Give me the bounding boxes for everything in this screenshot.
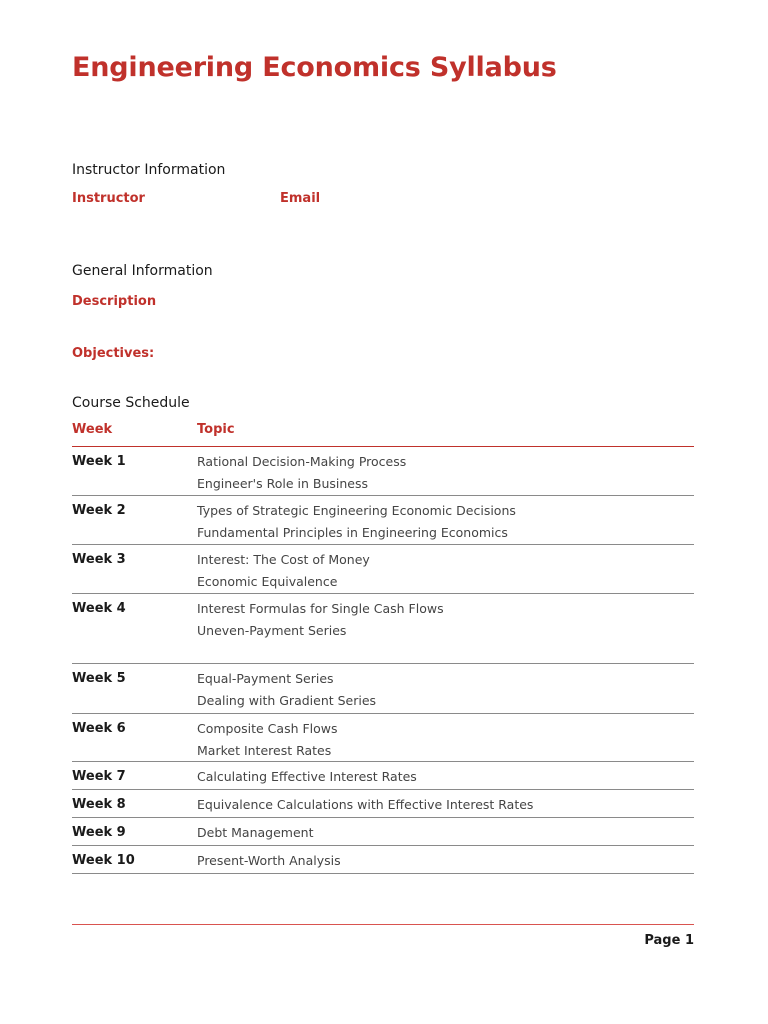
week-column-header: Week [72,422,113,437]
topic-item: Uneven-Payment Series [197,623,347,638]
table-row [72,594,694,664]
topic-cell [197,668,694,713]
week-cell: Week 3 [72,552,126,567]
week-cell: Week 4 [72,601,126,616]
topic-cell [197,549,694,593]
topic-item: Fundamental Principles in Engineering Economics [197,525,508,540]
topic-item: Market Interest Rates [197,743,332,758]
description-label: Description [72,294,157,309]
topic-cell [197,822,694,845]
schedule-rows [72,447,694,874]
topic-cell [197,850,694,873]
week-cell: Week 9 [72,825,126,840]
table-row [72,496,694,545]
week-cell: Week 10 [72,853,135,868]
week-cell: Week 7 [72,769,126,784]
table-row [72,762,694,790]
week-cell: Week 1 [72,454,126,469]
topic-cell [197,451,694,495]
footer-divider [72,924,694,925]
course-schedule-heading: Course Schedule [72,395,190,411]
instructor-info-heading: Instructor Information [72,162,226,178]
topic-cell [197,500,694,544]
week-cell: Week 6 [72,721,126,736]
page-number: Page 1 [644,933,694,948]
topic-item: Present-Worth Analysis [197,853,341,868]
topic-cell [197,794,694,817]
table-row [72,818,694,846]
table-row [72,447,694,496]
topic-item: Types of Strategic Engineering Economic Decisions [197,503,516,518]
topic-cell [197,766,694,789]
topic-item: Rational Decision-Making Process [197,454,407,469]
topic-cell [197,598,694,663]
topic-item: Composite Cash Flows [197,721,338,736]
topic-item: Calculating Effective Interest Rates [197,769,417,784]
week-cell: Week 2 [72,503,126,518]
topic-column-header: Topic [197,422,235,437]
week-cell: Week 5 [72,671,126,686]
table-row [72,790,694,818]
table-row [72,664,694,714]
objectives-label: Objectives: [72,346,155,361]
schedule-table [72,422,694,874]
topic-item: Equal-Payment Series [197,671,334,686]
topic-cell [197,718,694,761]
schedule-header-row [72,422,694,447]
page-title: Engineering Economics Syllabus [72,52,557,83]
week-cell: Week 8 [72,797,126,812]
table-row [72,846,694,874]
topic-item: Dealing with Gradient Series [197,693,377,708]
topic-item: Equivalence Calculations with Effective Interest Rates [197,797,534,812]
topic-item: Interest Formulas for Single Cash Flows [197,601,444,616]
topic-item: Economic Equivalence [197,574,338,589]
table-row [72,545,694,594]
topic-item: Debt Management [197,825,314,840]
general-info-heading: General Information [72,263,213,279]
email-label: Email [280,191,321,206]
table-row [72,714,694,762]
topic-item: Engineer's Role in Business [197,476,368,491]
topic-item: Interest: The Cost of Money [197,552,370,567]
instructor-label: Instructor [72,191,145,206]
